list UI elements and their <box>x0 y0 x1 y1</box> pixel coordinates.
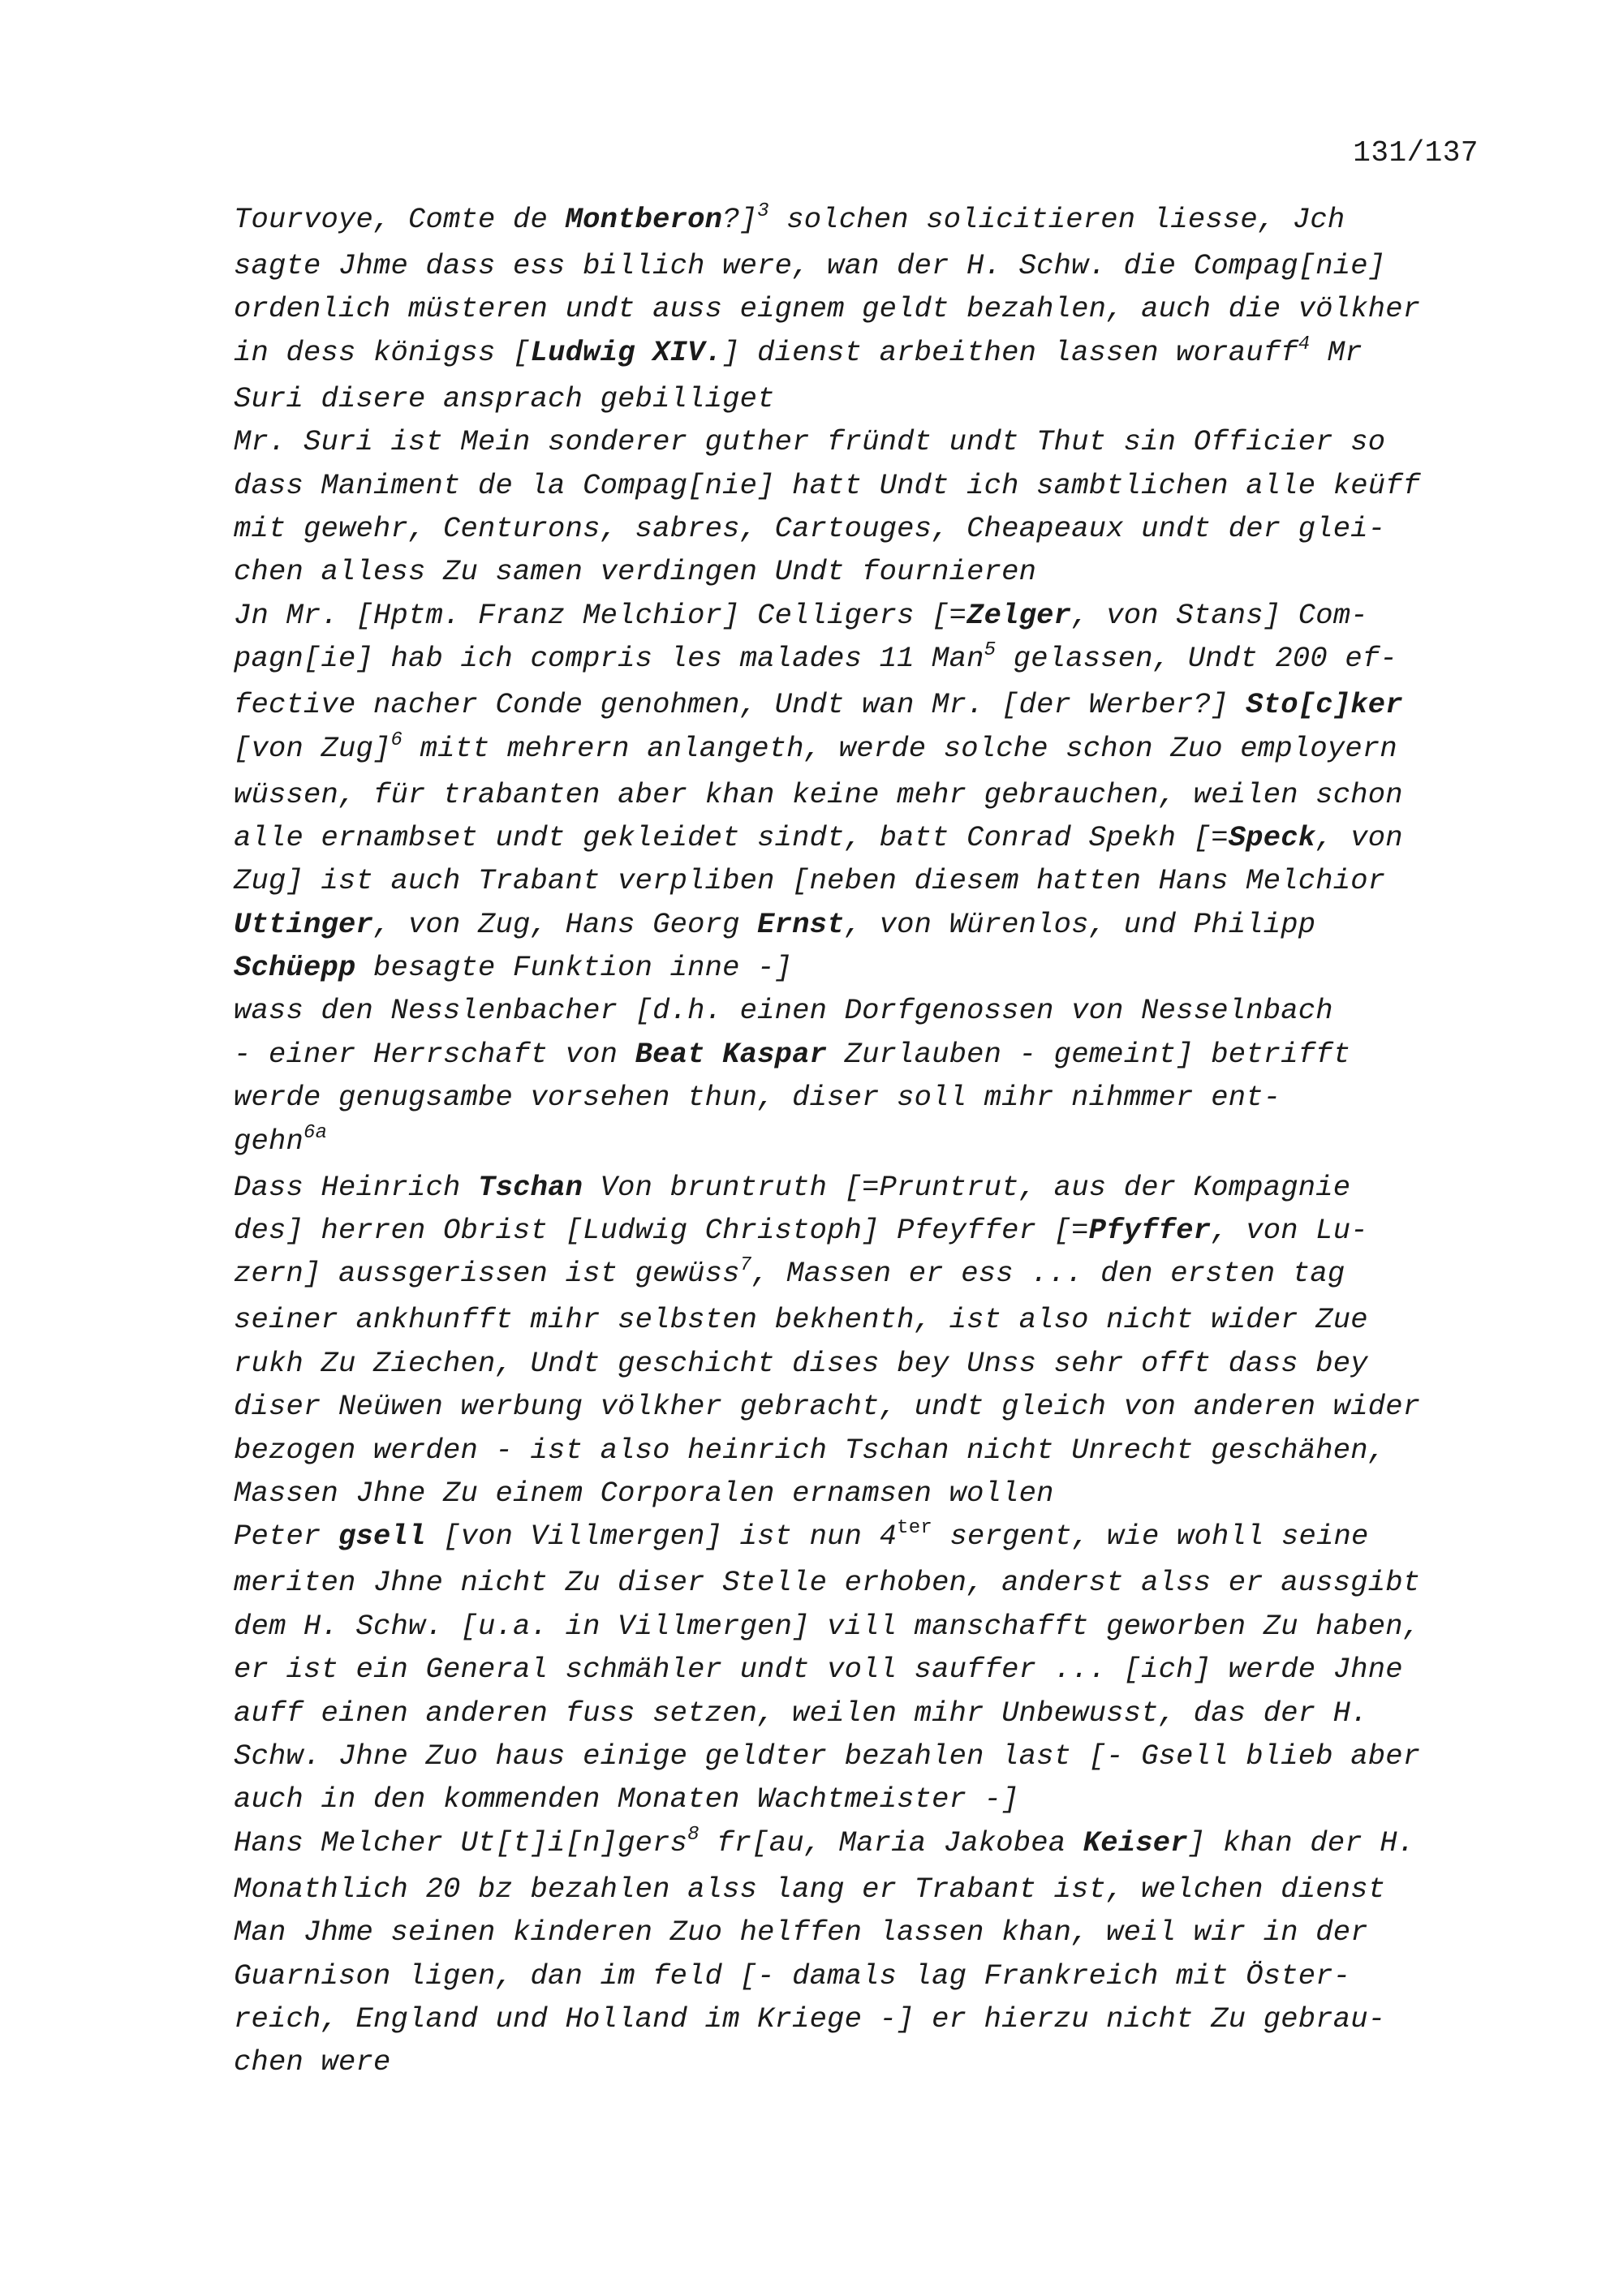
text-line <box>234 903 1500 946</box>
text-line <box>234 946 1500 989</box>
text-segment: chen alless Zu samen verdingen Undt fournieren <box>234 555 1037 589</box>
text-segment: Hans Melcher Ut[t]i[n]gers <box>234 1825 688 1860</box>
bold-name: Schüepp <box>234 951 356 985</box>
text-segment: rukh Zu Ziechen, Undt geschicht dises bey Unss sehr offt dass bey <box>234 1346 1368 1380</box>
text-segment: Massen Jhne Zu einem Corporalen ernamsen wollen <box>234 1476 1054 1510</box>
text-line <box>234 1997 1500 2040</box>
text-line <box>234 287 1500 330</box>
text-segment: mit gewehr, Centurons, sabres, Cartouges, Cheapeaux undt der glei- <box>234 511 1386 545</box>
text-segment: , von Zug, Hans Georg <box>373 907 758 941</box>
text-line <box>234 816 1500 859</box>
text-segment: Suri disere ansprach gebilliget <box>234 381 775 415</box>
bold-name: Montberon <box>565 203 723 236</box>
text-line <box>234 1209 1500 1252</box>
text-line <box>234 1821 1500 1868</box>
bold-name: Keiser <box>1083 1825 1188 1860</box>
text-line <box>234 773 1500 816</box>
text-segment: fr[au, Maria Jakobea <box>699 1825 1083 1860</box>
text-line <box>234 1692 1500 1735</box>
bold-name: Pfyffer <box>1088 1214 1212 1248</box>
text-segment: ] dienst arbeithen lassen worauff <box>722 335 1298 369</box>
text-segment: alle ernambset undt gekleidet sindt, batt Conrad Spekh [= <box>234 820 1229 854</box>
bold-name: Sto[c]ker <box>1246 688 1403 722</box>
text-segment: Guarnison ligen, dan im feld [- damals lag Frankreich mit Öster- <box>234 1958 1351 1993</box>
bold-name: Ernst <box>757 907 845 941</box>
text-line <box>234 683 1500 726</box>
text-line <box>234 377 1500 420</box>
text-line <box>234 1472 1500 1515</box>
text-line <box>234 1648 1500 1691</box>
text-line <box>234 420 1500 463</box>
text-segment: auch in den kommenden Monaten Wachtmeister -] <box>234 1782 1019 1817</box>
text-line <box>234 1954 1500 1997</box>
page-number: 131/137 <box>1353 136 1479 170</box>
text-segment: , Massen er ess ... den ersten tag <box>751 1257 1345 1291</box>
text-segment: reich, England und Holland im Kriege -] er hierzu nicht Zu gebrau- <box>234 2001 1386 2036</box>
text-segment: in dess königss [ <box>234 335 531 369</box>
text-line <box>234 989 1500 1032</box>
footnote-marker: 6a <box>304 1121 328 1144</box>
footnote-marker: ter <box>897 1517 932 1540</box>
text-line <box>234 1911 1500 1954</box>
text-segment: Schw. Jhne Zuo haus einige geldter bezahlen last [- Gsell blieb aber <box>234 1739 1421 1773</box>
text-line <box>234 1252 1500 1298</box>
text-segment: Jn Mr. [Hptm. Franz Melchior] Celligers [= <box>234 598 967 632</box>
bold-name: gsell <box>338 1520 426 1554</box>
text-segment: , von Stans] Com- <box>1071 598 1368 632</box>
bold-name: Uttinger <box>234 907 374 941</box>
text-segment: Mr. Suri ist Mein sonderer guther fründt undt Thut sin Officier so <box>234 425 1386 459</box>
footnote-marker: 8 <box>687 1823 700 1846</box>
text-segment: des] herren Obrist [Ludwig Christoph] Pfeyffer [= <box>234 1214 1089 1248</box>
text-segment: meriten Jhne nicht Zu diser Stelle erhoben, anderst alss er aussgibt <box>234 1566 1421 1600</box>
bold-name: Speck <box>1228 820 1316 854</box>
text-segment: Zurlauben - gemeint] betrifft <box>827 1037 1351 1071</box>
text-segment: er ist ein General schmähler undt voll sauffer ... [ich] werde Jhne <box>234 1653 1403 1687</box>
text-segment: zern] aussgerissen ist gewüss <box>234 1257 740 1291</box>
text-segment: dem H. Schw. [u.a. in Villmergen] vill manschafft geworben Zu haben, <box>234 1609 1421 1643</box>
text-segment: Man Jhme seinen kinderen Zuo helffen lassen khan, weil wir in der <box>234 1915 1368 1950</box>
document-body <box>234 198 1500 2084</box>
text-line <box>234 1429 1500 1472</box>
text-segment: besagte Funktion inne -] <box>355 951 793 985</box>
footnote-marker: 6 <box>390 729 403 751</box>
text-segment: Zug] ist auch Trabant verpliben [neben diesem hatten Hans Melchior <box>234 864 1386 898</box>
text-segment: , von Würenlos, und Philipp <box>844 907 1316 941</box>
text-line <box>234 2040 1500 2083</box>
text-line <box>234 244 1500 287</box>
text-line <box>234 507 1500 550</box>
text-segment: Mr <box>1310 335 1363 369</box>
text-segment: wass den Nesslenbacher [d.h. einen Dorfgenossen von Nesselnbach <box>234 994 1333 1028</box>
text-segment: chen were <box>234 2045 391 2079</box>
text-segment: gehn <box>234 1124 304 1158</box>
text-segment: , von <box>1315 820 1403 854</box>
text-line <box>234 1385 1500 1428</box>
text-segment: Tourvoye, Comte de <box>234 203 566 236</box>
text-segment: pagn[ie] hab ich compris les malades 11 Man <box>234 642 984 676</box>
bold-name: Ludwig XIV. <box>530 335 723 369</box>
text-line <box>234 1342 1500 1385</box>
text-segment: gelassen, Undt 200 ef- <box>996 642 1397 676</box>
footnote-marker: 7 <box>739 1254 752 1277</box>
text-line <box>234 550 1500 593</box>
text-segment: solchen solicitieren liesse, Jch <box>768 203 1345 236</box>
text-line <box>234 859 1500 902</box>
text-segment: seiner ankhunfft mihr selbsten bekhenth, ist also nicht wider Zue <box>234 1303 1368 1337</box>
text-segment: sagte Jhme dass ess billich were, wan der H. Schw. die Compag[nie] <box>234 249 1386 282</box>
text-line <box>234 1735 1500 1778</box>
text-segment: diser Neüwen werbung völkher gebracht, undt gleich von anderen wider <box>234 1390 1421 1424</box>
text-segment: bezogen werden - ist also heinrich Tschan nicht Unrecht geschähen, <box>234 1433 1386 1467</box>
text-line <box>234 637 1500 683</box>
bold-name: Tschan <box>478 1170 583 1204</box>
text-line <box>234 331 1500 377</box>
text-segment: ] khan der H. <box>1187 1825 1415 1860</box>
text-segment: , von Lu- <box>1211 1214 1368 1248</box>
text-segment: [von Villmergen] ist nun 4 <box>425 1520 898 1554</box>
footnote-marker: 4 <box>1298 333 1311 355</box>
text-segment: ordenlich müsteren undt auss eignem geldt bezahlen, auch die völkher <box>234 292 1421 326</box>
text-segment: auff einen anderen fuss setzen, weilen mihr Unbewusst, das der H. <box>234 1696 1368 1730</box>
text-segment: Peter <box>234 1520 339 1554</box>
text-segment: - einer Herrschaft von <box>234 1037 635 1071</box>
text-line <box>234 1298 1500 1341</box>
text-line <box>234 1515 1500 1561</box>
text-line <box>234 1120 1500 1166</box>
bold-name: Zelger <box>966 598 1072 632</box>
text-line <box>234 198 1500 244</box>
text-segment: Monathlich 20 bz bezahlen alss lang er Trabant ist, welchen dienst <box>234 1872 1386 1906</box>
text-segment: [von Zug] <box>234 731 391 765</box>
text-segment: werde genugsambe vorsehen thun, diser soll mihr nihmmer ent- <box>234 1081 1281 1115</box>
text-line <box>234 464 1500 507</box>
text-line <box>234 1166 1500 1209</box>
text-segment: dass Maniment de la Compag[nie] hatt Undt ich sambtlichen alle keüff <box>234 468 1421 502</box>
text-segment: fective nacher Conde genohmen, Undt wan Mr. [der Werber?] <box>234 688 1246 722</box>
text-line <box>234 1605 1500 1648</box>
text-line <box>234 1076 1500 1119</box>
footnote-marker: 3 <box>757 200 769 222</box>
text-segment: Von bruntruth [=Pruntrut, aus der Kompagnie <box>583 1170 1351 1204</box>
text-segment: Dass Heinrich <box>234 1170 479 1204</box>
text-line <box>234 727 1500 773</box>
text-segment: ?] <box>722 203 758 236</box>
footnote-marker: 5 <box>984 639 997 662</box>
text-segment: mitt mehrern anlangeth, werde solche schon Zuo employern <box>403 731 1397 765</box>
text-segment: sergent, wie wohll seine <box>932 1520 1369 1554</box>
text-segment: wüssen, für trabanten aber khan keine mehr gebrauchen, weilen schon <box>234 777 1403 811</box>
text-line <box>234 1033 1500 1076</box>
bold-name: Beat Kaspar <box>635 1037 828 1071</box>
text-line <box>234 1778 1500 1821</box>
text-line <box>234 1561 1500 1604</box>
text-line <box>234 1868 1500 1911</box>
text-line <box>234 594 1500 637</box>
